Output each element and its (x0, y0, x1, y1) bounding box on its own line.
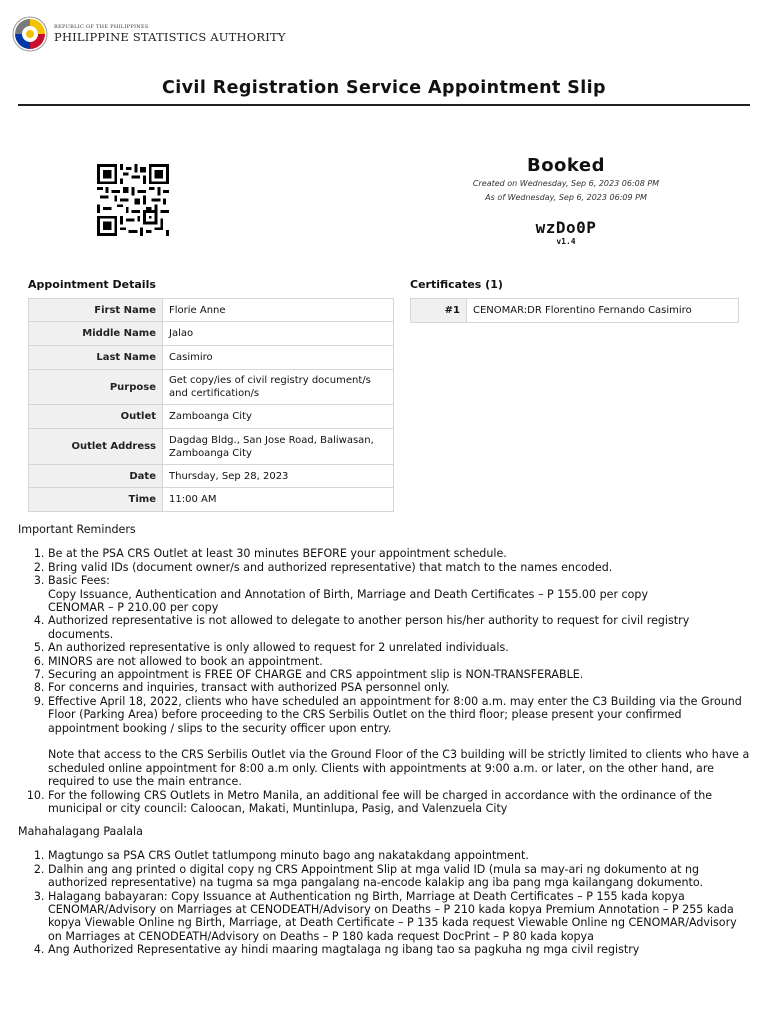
row-label: Last Name (29, 346, 163, 370)
list-item: 8. For concerns and inquiries, transact with authorized PSA personnel only. (48, 681, 754, 694)
fee-line: Copy Issuance at Authentication ng Birth, Marriage at Death Certificates – P 155 kada kopya (171, 889, 685, 903)
certificate-value: CENOMAR:DR Florentino Fernando Casimiro (467, 299, 739, 323)
row-value: Casimiro (163, 346, 394, 370)
paalala-heading: Mahahalagang Paalala (18, 825, 143, 838)
row-value: Florie Anne (163, 299, 394, 322)
row-label: Time (29, 488, 163, 512)
psa-logo (12, 16, 286, 52)
qr-code-icon (96, 164, 170, 236)
status-label: Booked (526, 155, 606, 176)
row-label: Middle Name (29, 322, 163, 346)
fee-line: Viewable Online ng Birth, Marriage, at Death Certificate – P 135 kada request (84, 916, 515, 930)
table-row (29, 299, 394, 322)
certificates-table (410, 298, 739, 323)
list-item: 2. Bring valid IDs (document owner/s and authorized representative) that match to the names encoded. (48, 561, 754, 574)
table-row (29, 465, 394, 488)
created-timestamp: Created on Wednesday, Sep 6, 2023 06:08 PM (472, 179, 660, 188)
list-item: 9. Effective April 18, 2022, clients who have scheduled an appointment for 8:00 a.m. may enter the C3 Building via the Ground Floor (Parking Area) before proceeding to the CRS Serbilis Outlet on the third floor; please present your confirmed appointment booking / slips to the security officer upon entry. Note that access to the CRS Serbilis Outlet via the Ground Floor of the C3 building will be strictly limited to clients who have a scheduled online appointment for 8:00 a.m only. Clients with appointments at 9:00 a.m. or later, on the other hand, are required to use the main entrance. (48, 695, 754, 789)
page-title: Civil Registration Service Appointment Slip (161, 78, 606, 98)
row-value: Zamboanga City (163, 405, 394, 429)
list-item: 5. An authorized representative is only allowed to request for 2 unrelated individuals. (48, 641, 754, 654)
fee-line: Premium Annotation – P 255 kada kopya (48, 903, 734, 930)
paalala-list (18, 849, 754, 956)
logo-subtitle: REPUBLIC OF THE PHILIPPINES (54, 23, 149, 30)
appointment-details-heading: Appointment Details (28, 278, 156, 291)
row-label: Outlet Address (29, 429, 163, 465)
certificate-number: #1 (411, 299, 467, 323)
as-of-timestamp: As of Wednesday, Sep 6, 2023 06:09 PM (485, 193, 647, 202)
fee-line: Copy Issuance, Authentication and Annotation of Birth, Marriage and Death Certificates – P 155.00 per copy (48, 587, 649, 601)
title-divider (18, 104, 750, 106)
version-label: v1.4 (556, 237, 576, 246)
list-item: 6. MINORS are not allowed to book an appointment. (48, 655, 754, 668)
list-item: 10. For the following CRS Outlets in Metro Manila, an additional fee will be charged in accordance with the ordinance of the municipal or city council: Caloocan, Makati, Muntinlupa, Pasig, and Valenzuela City (48, 789, 754, 816)
table-row (29, 488, 394, 512)
list-item: 1. Be at the PSA CRS Outlet at least 30 minutes BEFORE your appointment schedule. (48, 547, 754, 560)
list-item: 4. Ang Authorized Representative ay hindi maaring magtalaga ng ibang tao sa pagkuha ng mga civil registry (48, 943, 754, 956)
row-label: Purpose (29, 370, 163, 405)
table-row (29, 322, 394, 346)
list-item: 4. Authorized representative is not allowed to delegate to another person his/her authority to request for civil registry documents. (48, 614, 754, 641)
certificates-heading: Certificates (1) (410, 278, 503, 291)
fee-line: Viewable Online ng CENOMAR/Advisory on Marriages at CENODEATH/Advisory on Deaths – P 180 kada request (48, 916, 737, 943)
appointment-details-table (28, 298, 394, 512)
table-row (29, 429, 394, 465)
row-label: Date (29, 465, 163, 488)
table-row (29, 346, 394, 370)
list-item: 7. Securing an appointment is FREE OF CHARGE and CRS appointment slip is NON-TRANSFERABLE. (48, 668, 754, 681)
list-item: 3. Basic Fees: Copy Issuance, Authentication and Annotation of Birth, Marriage and Death Certificates – P 155.00 per copy CENOMAR – P 210.00 per copy (48, 574, 754, 614)
important-reminders (18, 523, 754, 816)
row-value: Jalao (163, 322, 394, 346)
row-label: Outlet (29, 405, 163, 429)
row-label: First Name (29, 299, 163, 322)
logo-title: PHILIPPINE STATISTICS AUTHORITY (54, 29, 286, 44)
table-row (29, 370, 394, 405)
row-value: Get copy/ies of civil registry document/s and certification/s (163, 370, 394, 405)
mahahalagang-paalala (18, 825, 754, 957)
table-row (411, 299, 739, 323)
list-item: 1. Magtungo sa PSA CRS Outlet tatlumpong minuto bago ang nakatakdang appointment. (48, 849, 754, 862)
row-value: Thursday, Sep 28, 2023 (163, 465, 394, 488)
booking-status-block (420, 155, 712, 246)
reminders-list (18, 547, 754, 815)
table-row (29, 405, 394, 429)
fee-line: CENOMAR/Advisory on Marriages at CENODEATH/Advisory on Deaths – P 210 kada kopya (48, 903, 543, 917)
reference-code: wzDo0P (535, 218, 597, 237)
row-value: 11:00 AM (163, 488, 394, 512)
list-item: 3. Halagang babayaran: Copy Issuance at Authentication ng Birth, Marriage at Death Certificates – P 155 kada kopya CENOMAR/Advisory on Marriages at CENODEATH/Advisory on Deaths – P 210 kada kopya Premium Annotation – P 255 kada kopya Viewable Online ng Birth, Marriage, at Death Certificate – P 135 kada request Viewable Online ng CENOMAR/Advisory on Marriages at CENODEATH/Advisory on Deaths – P 180 kada request DocPrint – P 80 kada kopya (48, 890, 754, 944)
list-item: 2. Dalhin ang ang printed o digital copy ng CRS Appointment Slip at mga valid ID (mula sa may-ari ng dokumento at ng authorized representative) na tugma sa mga pangalang na-encode kalakip ang iba pang mga kailangang dokumento. (48, 863, 754, 890)
psa-seal-icon (12, 16, 48, 52)
access-note: Note that access to the CRS Serbilis Outlet via the Ground Floor of the C3 building will be strictly limited to clients who have a scheduled online appointment for 8:00 a.m only. Clients with appointments at 9:00 a.m. or later, on the other hand, are required to use the main entrance. (48, 748, 750, 789)
fee-line: CENOMAR – P 210.00 per copy (48, 601, 219, 615)
row-value: Dagdag Bldg., San Jose Road, Baliwasan, Zamboanga City (163, 429, 394, 465)
fee-line: DocPrint – P 80 kada kopya (442, 929, 594, 943)
reminders-heading: Important Reminders (18, 523, 136, 536)
